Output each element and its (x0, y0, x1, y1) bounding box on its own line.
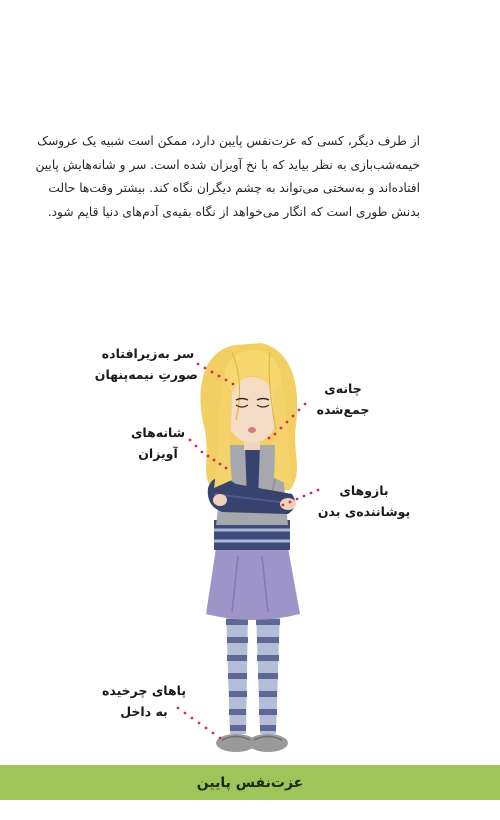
label-chin-line1: چانه‌ی (324, 381, 362, 396)
label-shoulders-line1: شانه‌های (130, 425, 186, 440)
footer-bar (0, 765, 500, 800)
label-shoulders (118, 422, 198, 464)
paragraph-line-1: از طرف دیگر، کسی که عزت‌نفس پایین دارد، ممکن است شبیه یک عروسک (37, 134, 420, 148)
legs (226, 610, 280, 734)
label-head (94, 343, 198, 385)
label-arms-line2: پوشاننده‌ی بدن (317, 504, 411, 519)
label-head-line1: سر به‌زیرافتاده (101, 346, 195, 361)
label-head-line2: صورتِ نیمه‌پنهان (94, 367, 198, 382)
label-legs-line1: پاهای چرخیده (101, 683, 187, 698)
label-arms (314, 480, 414, 522)
footer-title: عزت‌نفس پایین (196, 774, 304, 791)
label-legs-line2: به داخل (120, 704, 168, 719)
label-arms-line1: بازوهای (339, 483, 389, 498)
label-legs (98, 680, 190, 722)
skirt (206, 548, 300, 620)
paragraph-line-3: افتاده‌اند و به‌سختی می‌تواند به چشم دیگران نگاه کند. بیشتر وقت‌ها حالت (48, 181, 420, 195)
label-chin (305, 378, 381, 420)
paragraph-line-2: خیمه‌شب‌بازی به نظر بیاید که با نخ آویزان شده است. سر و شانه‌هایش پایین (35, 157, 420, 172)
paragraph-line-4: بدنش طوری است که انگار می‌خواهد از نگاه بقیه‌ی آدم‌های دنیا قایم شود. (47, 204, 420, 219)
label-shoulders-line2: آویزان (138, 446, 178, 461)
label-chin-line2: جمع‌شده (316, 402, 370, 417)
